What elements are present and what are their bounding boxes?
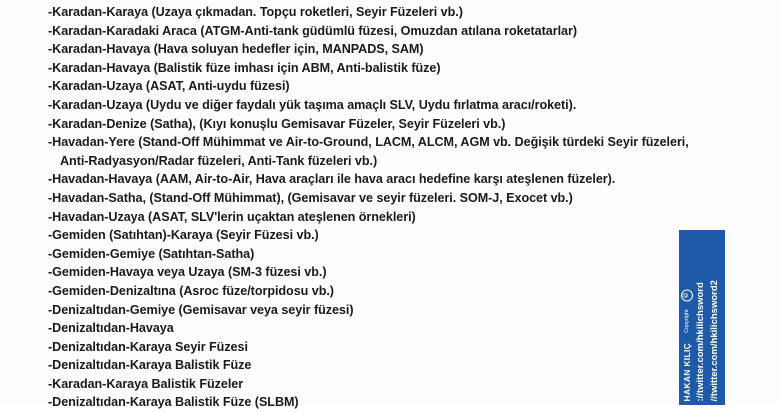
list-item: -Karadan-Havaya (Balistik füze imhası için ABM, Anti-balistik füze) — [48, 60, 441, 75]
list-item-continuation: Anti-Radyasyon/Radar füzeleri, Anti-Tank füzeleri vb.) — [60, 153, 378, 168]
copyright-watermark — [679, 230, 725, 405]
list-item: -Denizaltıdan-Karaya Balistik Füze — [48, 358, 252, 373]
list-item: -Denizaltıdan-Karaya Balistik Füze (SLBM) — [48, 395, 299, 410]
list-item: -Gemiden-Havaya veya Uzaya (SM-3 füzesi vb.) — [48, 265, 327, 280]
list-item: -Gemiden (Satıhtan)-Karaya (Seyir Füzesi vb.) — [48, 228, 319, 243]
list-item: -Karadan-Karadaki Araca (ATGM-Anti-tank güdümlü füzesi, Omuzdan atılana roketatarlar) — [48, 23, 577, 38]
list-item: -Gemiden-Gemiye (Satıhtan-Satha) — [48, 246, 255, 261]
copyright-icon: © — [681, 289, 693, 301]
list-item: -Karadan-Karaya (Uzaya çıkmadan. Topçu roketleri, Seyir Füzeleri vb.) — [48, 5, 463, 19]
watermark-twitter-link-2: //twitter.com/hkilichsword2 — [709, 279, 720, 401]
list-item: -Havadan-Havaya (AAM, Air-to-Air, Hava araçları ile hava aracı hedefine karşı ateşlenen füzeler). — [48, 172, 616, 187]
list-item: -Denizaltıdan-Gemiye (Gemisavar veya seyir füzesi) — [48, 302, 354, 317]
list-item: -Karadan-Uzaya (Uydu ve diğer faydalı yük taşıma amaçlı SLV, Uydu fırlatma aracı/roketi). — [48, 97, 577, 112]
list-item: -Havadan-Yere (Stand-Off Mühimmat ve Air-to-Ground, LACM, ALCM, AGM vb. Değişik türdeki Seyir füzeleri, — [48, 135, 689, 150]
list-item: -Gemiden-Denizaltına (Asroc füze/torpidosu vb.) — [48, 283, 334, 298]
list-item: -Havadan-Satha, (Stand-Off Mühimmat), (Gemisavar ve seyir füzeleri. SOM-J, Exocet vb.) — [48, 190, 573, 205]
list-item: -Karadan-Denize (Satha), (Kıyı konuşlu Gemisavar Füzeler, Seyir Füzeleri vb.) — [48, 116, 506, 131]
watermark-author-name: HAKAN KILIÇ — [681, 342, 692, 401]
list-item: -Havadan-Uzaya (ASAT, SLV'lerin uçaktan ateşlenen örnekleri) — [48, 209, 416, 224]
list-item: -Karadan-Uzaya (ASAT, Anti-uydu füzesi) — [48, 79, 290, 94]
list-item: -Denizaltıdan-Karaya Seyir Füzesi — [48, 339, 248, 354]
list-item: -Karadan-Karaya Balistik Füzeler — [48, 376, 244, 391]
list-item: -Denizaltıdan-Havaya — [48, 321, 174, 336]
watermark-twitter-link-1: ://twitter.com/hkilichsword — [695, 281, 706, 401]
watermark-copyright-label: Copyright — [683, 308, 690, 333]
list-item: -Karadan-Havaya (Hava soluyan hedefler için, MANPADS, SAM) — [48, 42, 424, 57]
